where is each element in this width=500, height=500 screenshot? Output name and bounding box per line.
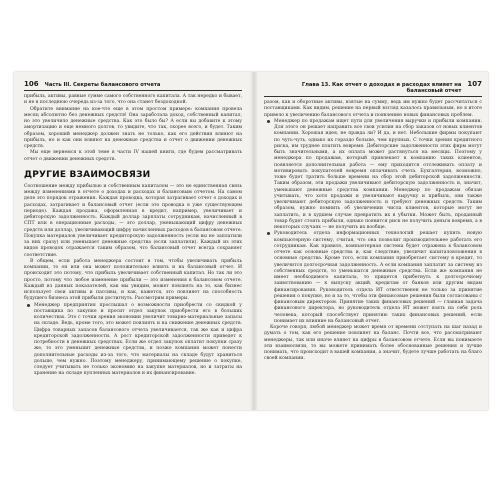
right-bullet-text: Руководитель отдела информационных технологий решает купить новую компьютерную систему, считая, что она позволит производительнее работать его сотрудникам. Как правило, компьютерная система будет отражена в балансовом отчете как основные средства и, как следствие, увеличит капиталовложения в основные средства. Кроме того, если компания приобретает систему в кредит, то увеличится долгосрочная задолженность. А если компания заплатит за систему из собственных средств, то уменьшатся денежные средства. Если же компания не имеет необходимого капитала, то придется прибегнуть к долгосрочному заимствованию — к выпуску акций, кредитам от банков или другим видам финансирования. Руководитель отдела ИТ ответственен не только за принятие решения о покупке, но и за то, чтобы эти финансовые решения были согласованы с финансовым директором. Принятие таких финансовых решений — главная задача финансового директора, но руководитель отдела ИТ может взять на себя роль человека, который способствует принятию таких финансовых решений, если понимает их влияние на балансовый отчет. bbox=[274, 231, 482, 324]
left-running-head bbox=[24, 80, 242, 91]
left-paragraph: Мы еще вернемся к этой теме в части IV нашей книги, где будем рассматривать отчет о движении денежных средств. bbox=[24, 150, 242, 162]
bullet-icon bbox=[267, 120, 270, 123]
right-bullet-item bbox=[264, 231, 482, 325]
left-paragraph: В общем, если работа менеджера состоит в том, чтобы увеличивать прибыль компании, то он или она может положительно влиять и на балансовый отчет. И происходит это потому, что прибыль увеличивает собственный капитал. Но так ли это просто, потому что любое изменение прибыли — это изменения в балансовом отчете. Каждый из данных показателей, как мы увидим, может повлиять на то, как бизнес использует свои активы и пассивы, и как, кажется, это повлияет на способность будущего бизнеса этой прибыли достигнуть. Рассмотрим примеры. bbox=[24, 258, 242, 302]
right-running-head-text: Глава 13. Как отчет о доходах и расходах влияет на балансовый отчет bbox=[301, 82, 462, 94]
left-paragraph: Соотношение между прибылью и собственным капиталом — это не единственная связь между изменениями в отчете о доходах и расходах и балансовым отчетом. На самом деле это порядок отражения. Каждая проводка, которая затрагивает отчет о доходах и расходах, затрагивает и балансовый отчет (если это проводка в уже существующем периоде). Каждая продажа, оформленная в кредит, например, увеличивает и дебиторскую задолженность. Каждый доллар зарплаты сотрудникам, начисленный в СПТ или в операционные расходы, — это доллар, уменьшающий цифру денежных средств или доллар, увеличивающий цифру начисленных расходов в балансовом отчете. Покупка материалов увеличивает кредиторскую задолженность (если вы не заплатили за них сразу) или уменьшает денежные средства (если заплатили). Каждый из этих видов проводок отражается таким образом, что балансовый отчет всегда сохраняет соответствие. bbox=[24, 183, 242, 258]
left-bullet-text: Менеджер предприятия прослышал о возможности приобрести со скидкой у поставщика по закупке и просит отдел закупок приобрести его в больших количествах. Это с точки зрения экономии увеличит товарно-материальные запасы на складе. Ведь, кроме того, это может повлиять и на снижение денежных средств. Цифра товарных запасов балансового отчета увеличивается, так же как и цифра кредиторской задолженности. А рост кредиторской задолженности приведет к потребности в денежных средствах. Если же отдел закупок оплатит покупки сразу же, то это уменьшит денежные средства, и позже компания может понести дополнительные расходы из-за того, что материалы на складе будут храниться дольше, чем нужно. Поэтому менеджеру, принимающему решение о покупке, следует учитывать не только экономию на закупке материалов, но и затраты на хранение на складе купленных материалов и их финансирование. bbox=[34, 302, 242, 377]
right-paragraph: разом, как и оборотные активы, взятые на сумму, ведь им нужно будет рассчитаться с поставщиками. Как видим, решение на первый взгляд казалось правильным, но в итоге привело к увеличению балансового отчета и появлению новых финансовых проблем. bbox=[264, 100, 482, 118]
book-spread bbox=[14, 72, 488, 410]
right-bullet-text: Менеджер по продажам ищет пути для увеличения выручки и прибыли компании. Для этого он решает направить все свои усилия на сбор заказов от новых клиентов компании. Хорошая идея, не правда ли? И да, и нет. Небольшие фирмы покупают по чуть-чуть, однако их гораздо больше, чем крупных. С точки зрения кредитного риска, им труднее платить вовремя. Дебиторские задолженности этих фирм могут быть значительными, а их оплата может растянуться на месяцы. Поэтому у менеджера по продажам, который привлекает в компанию таких клиентов, появляется дополнительная работа — ему приходится отслеживать оплату и мотивировать покупателей вовремя оплачивать счета. Бухгалтерия, возможно, тоже будет тратить больше времени на сбор этой дебиторской задолженности. Таким образом, эти продажи увеличивают дебиторскую задолженность и, значит, уменьшают денежные средства компании. Менеджер по продажам обязан учитывать, что хотя продажи и увеличивают выручку и прибыль, они также увеличивают дебиторскую задолженность и требуют денежных средств. Таким образом, нужно помнить об увеличении числа клиентов, которые могут не заплатить, и в худшем случае превратить их в убытки. Может быть, проданный товар будет стоить прибыли, однако появится риск не получить деньги вовремя, а в некоторых случаях — не получить их вообще. bbox=[274, 118, 482, 230]
right-running-head bbox=[264, 80, 482, 97]
left-running-head-text: Часть III. Секреты балансового отчета bbox=[44, 82, 161, 88]
right-page-number: 107 bbox=[467, 80, 482, 88]
left-paragraph: прибыль, активы, равные сумме самого собственного капитала. А так нередко и бывает, и не в последнюю очередь из-за того, что она станет бездоходной. bbox=[24, 94, 242, 106]
section-heading: ДРУГИЕ ВЗАИМОСВЯЗИ bbox=[24, 169, 151, 180]
right-page bbox=[264, 80, 482, 406]
left-paragraph: Обратите внимание на кое-что еще в этом простом примере: компания провела месяц абсолютно без денежных средств! Она заработала доход, собственный капитал, но это увеличило денежные средства. Как это было бы? А если вы добавите к этому амортизацию и еще немного долгов, то увидите, что так, скорее всего, и будет. Таким образом, хороший менеджер должен знать не только, как его действия влияют на прибыль, но и как они влияют на денежные средства и отчет о движении денежных средств. bbox=[24, 106, 242, 149]
left-bullet-item bbox=[24, 303, 242, 378]
bullet-icon bbox=[27, 304, 30, 307]
right-paragraph: Короче говоря, любой менеджер может время от времени отступать на шаг назад и думать о том, как его решение повлияет на баланс. Почти все, что рассматривают менеджеры, так или иначе влияет на цифры в балансовом отчете. Если вы понимаете эти взаимосвязи, то вы можете принимать более обоснованные решения и лучше понимать, что происходит в вашей компании, а значит, будете лучше работать на благо своей компании. bbox=[264, 325, 482, 362]
right-bullet-item bbox=[264, 119, 482, 232]
book-gutter bbox=[250, 72, 258, 410]
left-page bbox=[24, 80, 242, 406]
left-page-number: 106 bbox=[24, 80, 39, 88]
bullet-icon bbox=[267, 232, 270, 235]
